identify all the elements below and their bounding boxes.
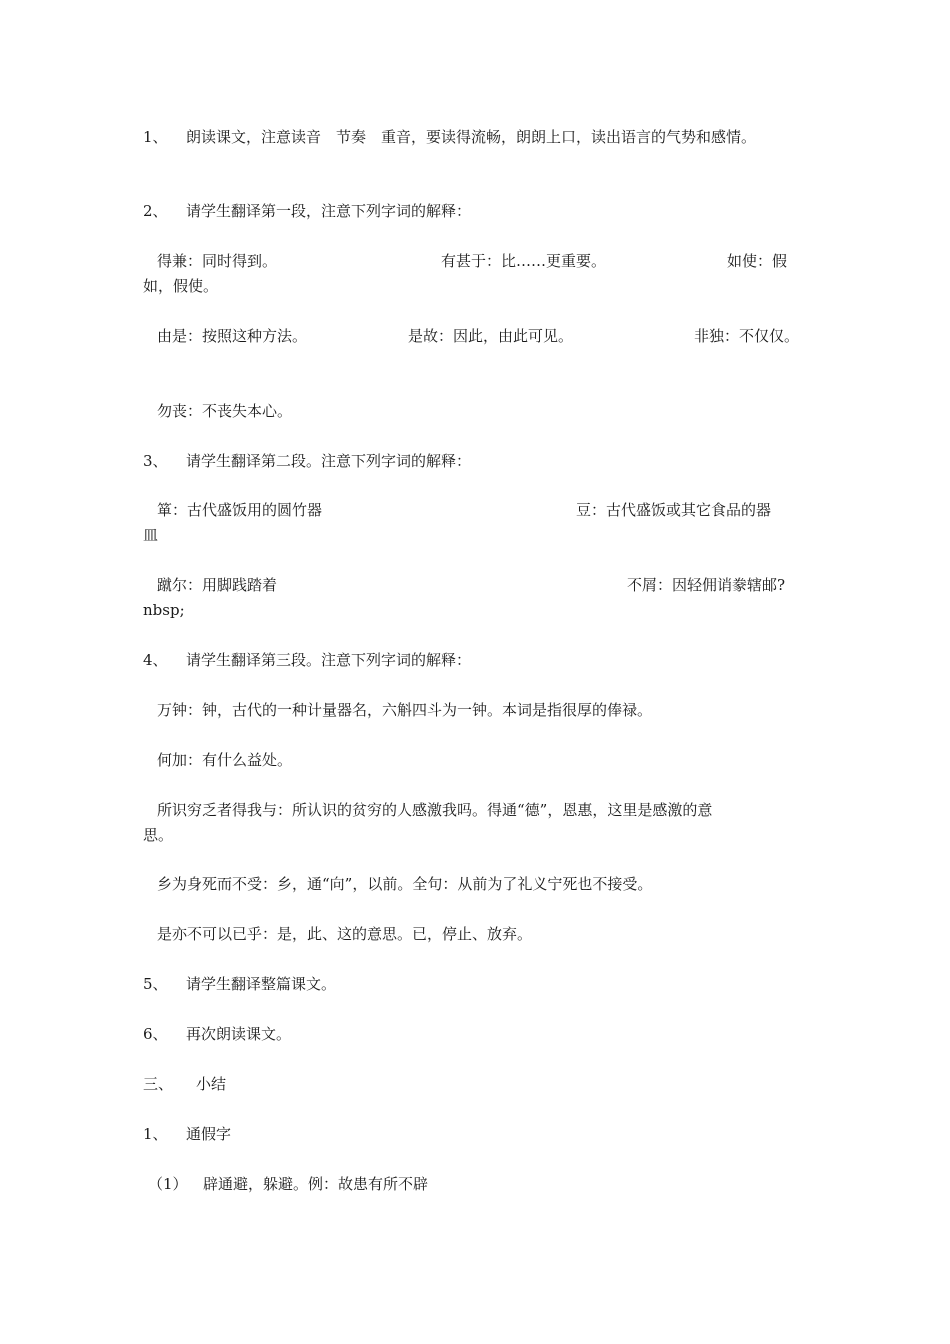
gloss-entry-wrap: 皿 — [143, 526, 159, 544]
sub-item-number: （1） — [148, 1175, 188, 1193]
gloss-entry: 是故：因此，由此可见。 — [408, 327, 574, 345]
gloss-entry: 是亦不可以已乎：是，此、这的意思。已，停止、放弃。 — [157, 925, 533, 943]
gloss-entry: 不屑：因轻佣诮豢辖邮? — [627, 576, 786, 594]
gloss-entry: 乡为身死而不受：乡，通“向”，以前。全句：从前为了礼义宁死也不接受。 — [157, 875, 653, 893]
gloss-entry: 蹴尔：用脚践踏着 — [157, 576, 278, 594]
item-number: 2、 — [143, 202, 168, 220]
item-number: 4、 — [143, 651, 168, 669]
gloss-entry-wrap: nbsp; — [143, 601, 185, 619]
gloss-entry: 得兼：同时得到。 — [157, 252, 278, 270]
item-text: 请学生翻译第一段，注意下列字词的解释： — [186, 202, 472, 220]
item-text: 再次朗读课文。 — [186, 1025, 292, 1043]
sub-item-text: 辟通避，躲避。例：故患有所不辟 — [203, 1175, 429, 1193]
item-number: 3、 — [143, 452, 168, 470]
gloss-entry-wrap: 思。 — [143, 826, 174, 844]
item-text: 请学生翻译第三段。注意下列字词的解释： — [186, 651, 472, 669]
gloss-entry: 所识穷乏者得我与：所认识的贫穷的人感激我吗。得通“德”，恩惠，这里是感激的意 — [157, 801, 713, 819]
gloss-entry: 有甚于：比……更重要。 — [441, 252, 607, 270]
item-number: 5、 — [143, 975, 168, 993]
gloss-entry: 非独：不仅仅。 — [694, 327, 800, 345]
item-text: 通假字 — [186, 1125, 232, 1143]
item-text: 请学生翻译整篇课文。 — [186, 975, 337, 993]
item-text: 请学生翻译第二段。注意下列字词的解释： — [186, 452, 472, 470]
gloss-entry: 由是：按照这种方法。 — [157, 327, 308, 345]
item-number: 1、 — [143, 1125, 168, 1143]
gloss-entry: 何加：有什么益处。 — [157, 751, 293, 769]
gloss-entry-wrap: 如，假使。 — [143, 277, 219, 295]
item-number: 1、 — [143, 128, 168, 146]
gloss-entry: 万钟：钟，古代的一种计量器名，六斛四斗为一钟。本词是指很厚的俸禄。 — [157, 701, 653, 719]
section-number: 三、 — [143, 1075, 174, 1093]
gloss-entry: 箪：古代盛饭用的圆竹器 — [157, 501, 323, 519]
item-number: 6、 — [143, 1025, 168, 1043]
gloss-entry: 豆：古代盛饭或其它食品的器 — [576, 501, 772, 519]
gloss-entry: 勿丧：不丧失本心。 — [157, 402, 293, 420]
item-text: 朗读课文，注意读音 节奏 重音，要读得流畅，朗朗上口，读出语言的气势和感情。 — [186, 128, 757, 146]
gloss-entry: 如使：假 — [727, 252, 788, 270]
section-title: 小结 — [196, 1075, 227, 1093]
